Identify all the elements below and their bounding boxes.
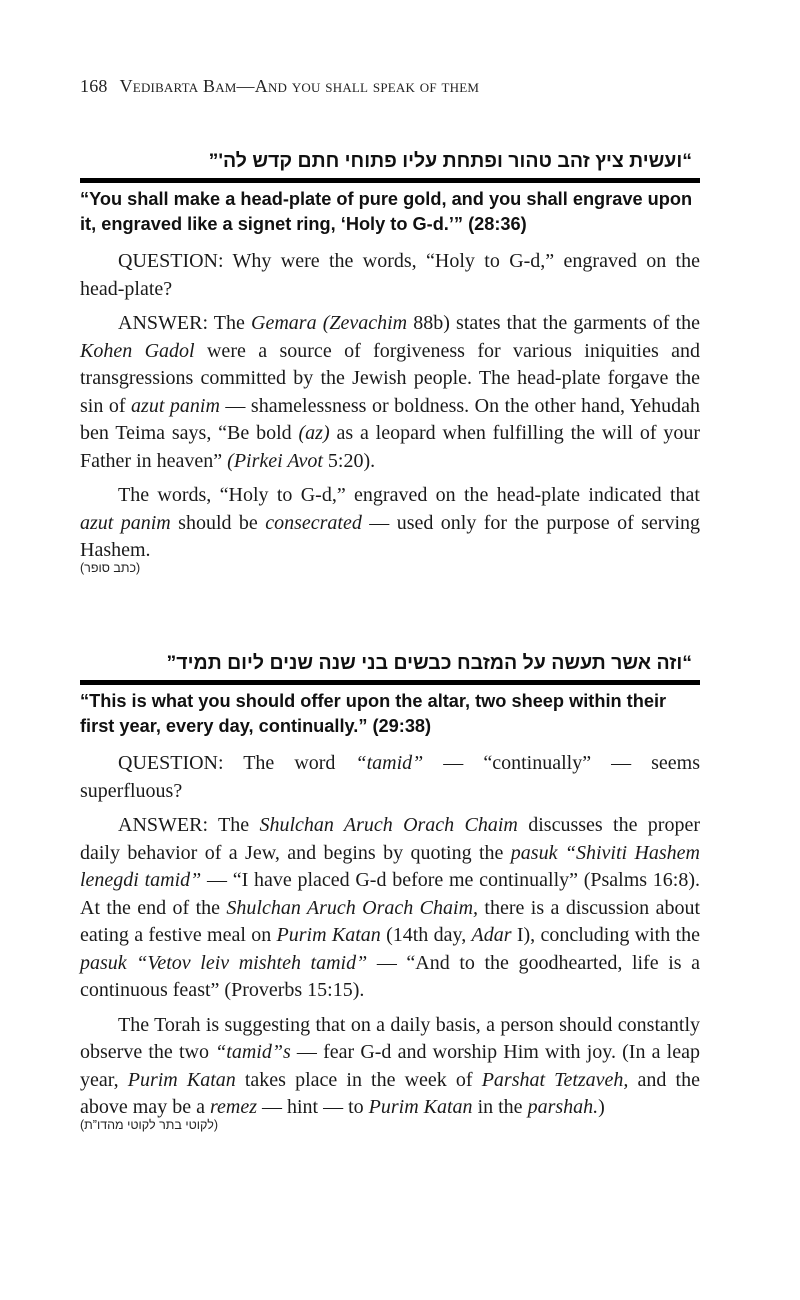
- text-run: The words, “Holy to G-d,” engraved on the head-plate indicated that: [118, 484, 700, 506]
- paragraph: [80, 482, 700, 565]
- book-title: Vedibarta Bam—And you shall speak of them: [119, 76, 480, 96]
- italic-text: “tamid”: [355, 752, 424, 774]
- text-run: QUESTION: Why were the words, “Holy to G-d,” engraved on the head-plate?: [80, 250, 700, 300]
- text-run: — fear G-d and worship Him with joy. (In a leap year,: [80, 1041, 700, 1091]
- text-run: in the: [472, 1096, 528, 1118]
- hebrew-verse-title: “ועשית ציץ זהב טהור ופתחת עליו פתוחי חתם קדש לה'”: [208, 150, 692, 172]
- italic-text: Purim Katan: [276, 924, 381, 946]
- text-run: — “And to the goodhearted, life is a continuous feast” (Proverbs 15:15).: [80, 951, 700, 1001]
- text-run: The Torah is suggesting that on a daily basis, a person should constantly observe the two: [80, 1013, 700, 1063]
- english-verse: “You shall make a head-plate of pure gold, and you shall engrave upon it, engraved like a signet ring, ‘Holy to G-d.’” (28:36): [80, 189, 693, 234]
- italic-text: Purim Katan: [368, 1096, 473, 1118]
- text-run: as a leopard when fulfilling the will of your Father in heaven”: [80, 422, 700, 472]
- text-run: I), concluding with the: [511, 924, 700, 946]
- section-head-plate: [80, 148, 700, 575]
- text-run: ): [598, 1096, 605, 1118]
- title-rule: [80, 178, 700, 183]
- italic-text: pasuk “Vetov leiv mishteh tamid”: [80, 951, 368, 974]
- italic-text: (az): [298, 422, 330, 444]
- italic-text: Shulchan Aruch Orach Chaim,: [226, 896, 479, 919]
- italic-text: Kohen Gadol: [80, 339, 195, 362]
- text-run: — hint — to: [256, 1096, 369, 1118]
- title-rule: [80, 680, 700, 685]
- text-run: and the above may be a: [80, 1068, 700, 1118]
- source-citation: (כתב סופר): [80, 560, 141, 575]
- paragraph: [80, 812, 700, 1005]
- english-verse: “This is what you should offer upon the altar, two sheep within their first year, every day, continually.” (29:38): [80, 691, 667, 736]
- text-run: — used only for the purpose of serving Hashem.: [80, 511, 701, 561]
- paragraph: [80, 750, 700, 805]
- italic-text: Purim Katan: [127, 1068, 236, 1091]
- text-run: ANSWER: The: [118, 312, 252, 334]
- text-run: (14th day,: [380, 924, 472, 946]
- text-run: were a source of forgiveness for various iniquities and transgressions committed by the Jewish people. The head-plate forgave the sin of: [80, 339, 700, 417]
- section-tamid: [80, 650, 700, 1132]
- text-run: 88b) states that the garments of the: [407, 312, 701, 334]
- italic-text: pasuk “Shiviti Hashem lenegdi tamid”: [80, 841, 700, 891]
- text-run: should be: [170, 511, 266, 534]
- source-citation: (לקוטי בתר לקוטי מהדו”ת): [80, 1117, 219, 1132]
- italic-text: consecrated: [265, 511, 362, 534]
- italic-text: Gemara (Zevachim: [251, 312, 408, 334]
- page-number: 168: [80, 76, 108, 96]
- text-run: there is a discussion about eating a festive meal on: [80, 896, 700, 946]
- text-run: discusses the proper daily behavior of a Jew, and begins by quoting the: [80, 814, 700, 864]
- hebrew-verse-title: “וזה אשר תעשה על המזבח כבשים בני שנה שנים ליום תמיד”: [166, 652, 692, 674]
- paragraph: [80, 1012, 700, 1122]
- text-run: — shamelessness or boldness. On the other hand, Yehudah ben Teima says, “Be bold: [80, 394, 701, 444]
- italic-text: Adar: [471, 924, 512, 946]
- text-run: takes place in the week of: [235, 1068, 482, 1091]
- italic-text: remez: [209, 1096, 257, 1118]
- italic-text: azut panim: [80, 511, 171, 534]
- commentary-body: [80, 750, 700, 1122]
- paragraph: [80, 310, 700, 475]
- italic-text: “tamid”s: [215, 1041, 291, 1063]
- running-head: [80, 76, 479, 97]
- text-run: — “continually” — seems superfluous?: [80, 752, 700, 802]
- paragraph: [80, 248, 700, 303]
- italic-text: Parshat Tetzaveh,: [481, 1068, 629, 1091]
- italic-text: azut panim: [131, 394, 220, 417]
- text-run: ANSWER: The: [118, 814, 260, 836]
- text-run: — “I have placed G-d before me continually” (Psalms 16:8). At the end of the: [80, 869, 701, 919]
- text-run: 5:20).: [322, 449, 376, 472]
- italic-text: Shulchan Aruch Orach Chaim: [259, 814, 518, 836]
- italic-text: (Pirkei Avot: [227, 449, 323, 472]
- commentary-body: [80, 248, 700, 565]
- italic-text: parshah.: [527, 1096, 599, 1118]
- text-run: QUESTION: The word: [118, 752, 356, 774]
